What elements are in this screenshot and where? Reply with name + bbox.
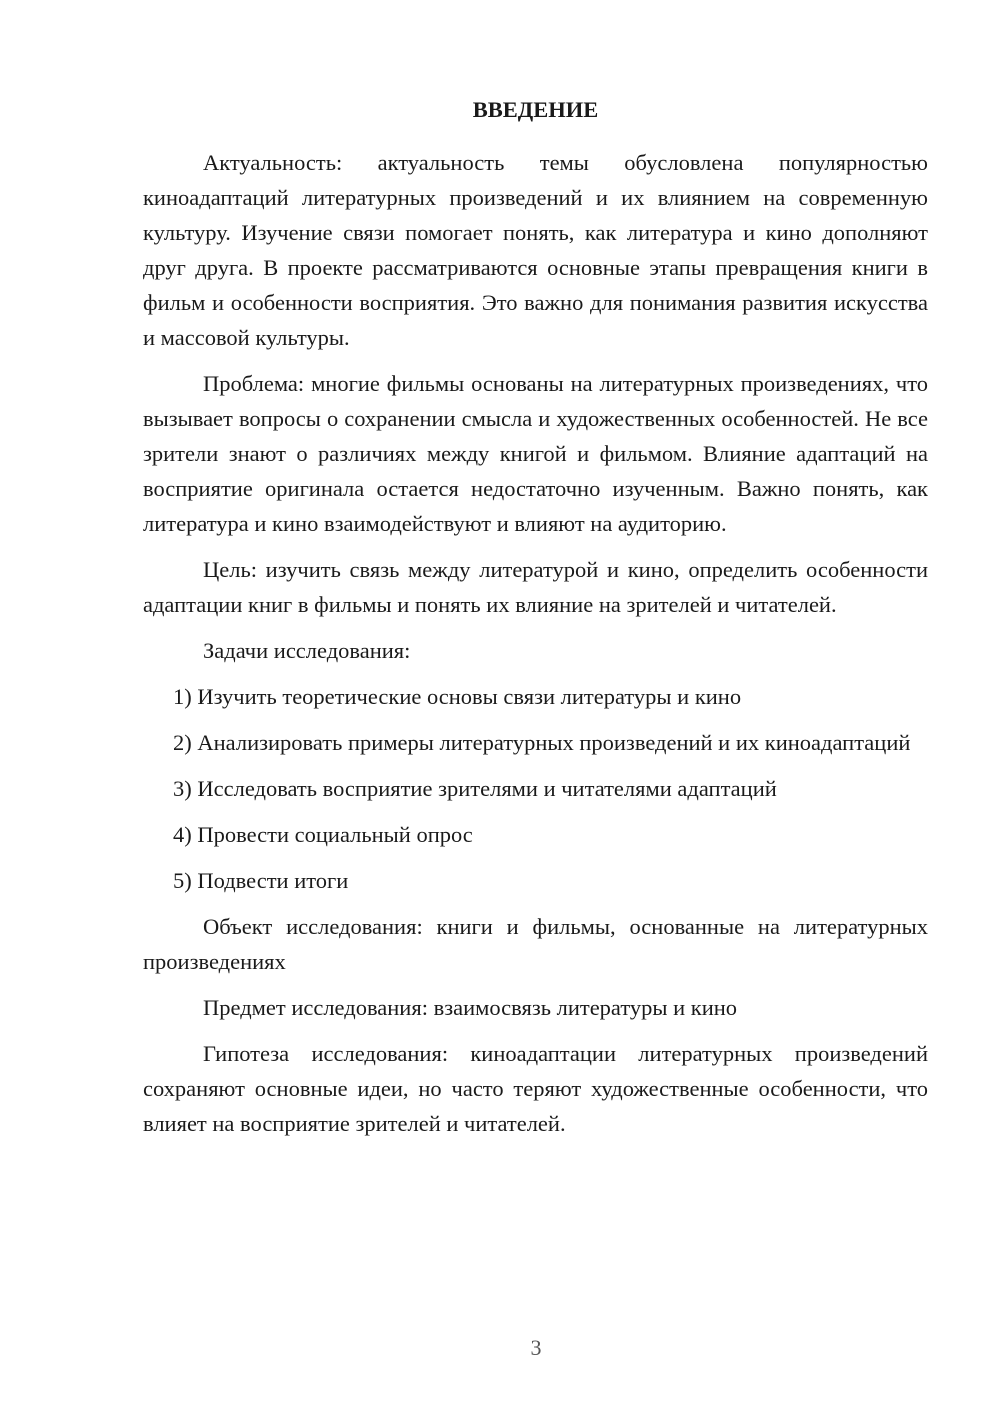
paragraph-relevance: Актуальность: актуальность темы обусловлена популярностью киноадаптаций литературных произведений и их влиянием на современную культуру. Изучение связи помогает понять, как литература и кино дополняют друг друга. В проекте рассматриваются основные этапы превращения книги в фильм и особенности восприятия. Это важно для понимания развития искусства и массовой культуры. bbox=[143, 150, 928, 350]
task-item-5: 5) Подвести итоги bbox=[173, 868, 349, 893]
task-item-4: 4) Провести социальный опрос bbox=[173, 822, 473, 847]
paragraph-goal: Цель: изучить связь между литературой и кино, определить особенности адаптации книг в фильмы и понять их влияние на зрителей и читателей. bbox=[143, 557, 928, 617]
paragraph-object: Объект исследования: книги и фильмы, основанные на литературных произведениях bbox=[143, 914, 928, 974]
paragraph-problem: Проблема: многие фильмы основаны на литературных произведениях, что вызывает вопросы о сохранении смысла и художественных особенностей. Не все зрители знают о различиях между книгой и фильмом. Влияние адаптаций на восприятие оригинала остается недостаточно изученным. Важно понять, как литература и кино взаимодействуют и влияют на аудиторию. bbox=[143, 371, 928, 536]
page-number: 3 bbox=[530, 1335, 542, 1360]
tasks-heading: Задачи исследования: bbox=[203, 638, 411, 663]
paragraph-hypothesis: Гипотеза исследования: киноадаптации литературных произведений сохраняют основные идеи, но часто теряют художественные особенности, что влияет на восприятие зрителей и читателей. bbox=[143, 1041, 928, 1136]
task-item-3: 3) Исследовать восприятие зрителями и читателями адаптаций bbox=[173, 776, 777, 801]
paragraph-subject: Предмет исследования: взаимосвязь литературы и кино bbox=[203, 995, 738, 1020]
task-item-2: 2) Анализировать примеры литературных произведений и их киноадаптаций bbox=[173, 730, 911, 755]
page-title: ВВЕДЕНИЕ bbox=[472, 97, 599, 122]
task-item-1: 1) Изучить теоретические основы связи литературы и кино bbox=[173, 684, 742, 709]
page-content bbox=[143, 95, 928, 1152]
